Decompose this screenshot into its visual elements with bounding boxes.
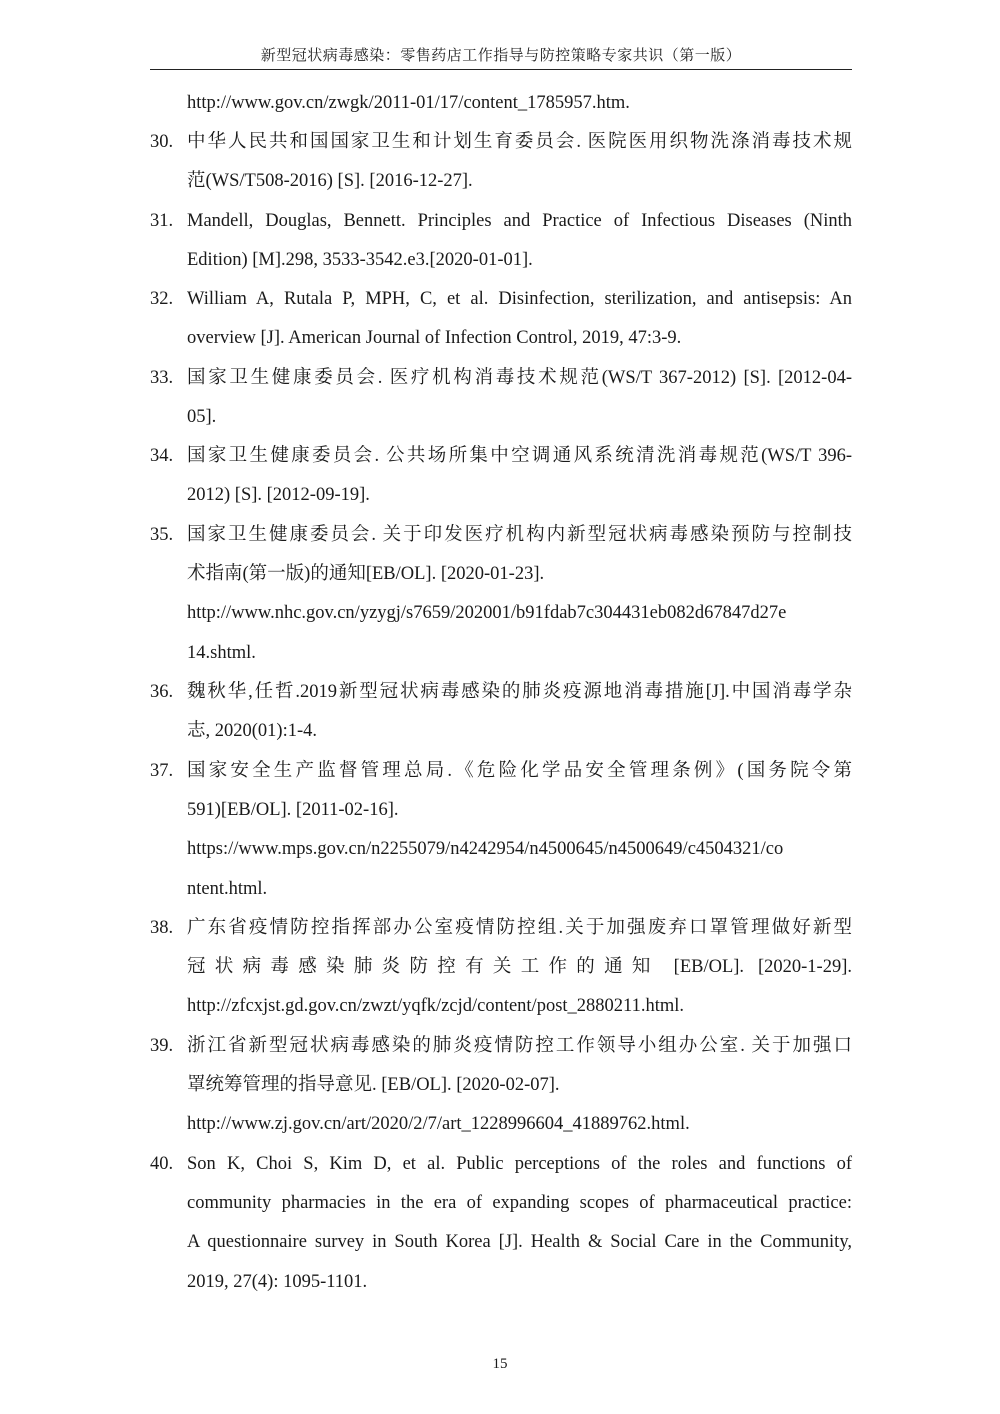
reference-line: A questionnaire survey in South Korea [J]. Health & Social Care in the Community,	[187, 1232, 852, 1252]
reference-number: 33.	[150, 368, 174, 388]
reference-line: 广东省疫情防控指挥部办公室疫情防控组.关于加强废弃口罩管理做好新型	[187, 918, 852, 938]
reference-number: 37.	[150, 761, 174, 781]
reference-number: 32.	[150, 289, 174, 309]
reference-line: 2012) [S]. [2012-09-19].	[187, 485, 370, 505]
reference-line: 冠状病毒感染肺炎防控有关工作的通知 [EB/OL]. [2020-1-29].	[187, 957, 852, 977]
reference-number: 34.	[150, 446, 174, 466]
reference-url: https://www.mps.gov.cn/n2255079/n4242954/n4500645/n4500649/c4504321/co	[187, 839, 784, 859]
reference-line: Son K, Choi S, Kim D, et al. Public perceptions of the roles and functions of	[187, 1154, 852, 1174]
reference-line: 志, 2020(01):1-4.	[187, 721, 317, 741]
reference-line: 国家卫生健康委员会. 公共场所集中空调通风系统清洗消毒规范(WS/T 396-	[187, 446, 852, 466]
reference-line: 罩统筹管理的指导意见. [EB/OL]. [2020-02-07].	[187, 1075, 560, 1095]
reference-line: 国家卫生健康委员会. 关于印发医疗机构内新型冠状病毒感染预防与控制技	[187, 525, 852, 545]
reference-number: 36.	[150, 682, 174, 702]
reference-line: 魏秋华,任哲.2019新型冠状病毒感染的肺炎疫源地消毒措施[J].中国消毒学杂	[187, 682, 852, 702]
page-number: 15	[492, 1356, 508, 1372]
header-divider	[150, 69, 852, 70]
reference-line: 浙江省新型冠状病毒感染的肺炎疫情防控工作领导小组办公室. 关于加强口	[187, 1036, 852, 1056]
reference-number: 35.	[150, 525, 174, 545]
reference-line: 中华人民共和国国家卫生和计划生育委员会. 医院医用织物洗涤消毒技术规	[187, 132, 852, 152]
reference-line: 国家卫生健康委员会. 医疗机构消毒技术规范(WS/T 367-2012) [S]. [2012-04-	[187, 368, 852, 388]
reference-url: 14.shtml.	[187, 643, 256, 663]
reference-line: 2019, 27(4): 1095-1101.	[187, 1272, 368, 1292]
reference-url: ntent.html.	[187, 879, 268, 899]
reference-url: http://www.zj.gov.cn/art/2020/2/7/art_1228996604_41889762.html.	[187, 1114, 690, 1134]
reference-line: 国家安全生产监督管理总局.《危险化学品安全管理条例》(国务院令第	[187, 761, 852, 781]
reference-number: 40.	[150, 1154, 174, 1174]
reference-line: community pharmacies in the era of expanding scopes of pharmaceutical practice:	[187, 1193, 852, 1213]
reference-line: overview [J]. American Journal of Infection Control, 2019, 47:3-9.	[187, 328, 682, 348]
reference-line: 范(WS/T508-2016) [S]. [2016-12-27].	[187, 171, 473, 191]
page-header: 新型冠状病毒感染：零售药店工作指导与防控策略专家共识（第一版）	[260, 46, 742, 64]
reference-line: 591)[EB/OL]. [2011-02-16].	[187, 800, 399, 820]
reference-url: http://www.nhc.gov.cn/yzygj/s7659/202001/b91fdab7c304431eb082d67847d27e	[187, 603, 787, 623]
reference-line: William A, Rutala P, MPH, C, et al. Disinfection, sterilization, and antisepsis: An	[187, 289, 852, 309]
reference-number: 39.	[150, 1036, 174, 1056]
reference-number: 31.	[150, 211, 174, 231]
reference-line: http://www.gov.cn/zwgk/2011-01/17/content_1785957.htm.	[187, 93, 630, 113]
reference-number: 38.	[150, 918, 174, 938]
reference-line: Mandell, Douglas, Bennett. Principles and Practice of Infectious Diseases (Ninth	[187, 211, 852, 231]
reference-line: 术指南(第一版)的通知[EB/OL]. [2020-01-23].	[187, 564, 545, 584]
reference-number: 30.	[150, 132, 174, 152]
reference-line: 05].	[187, 407, 217, 427]
reference-line: Edition) [M].298, 3533-3542.e3.[2020-01-01].	[187, 250, 533, 270]
reference-url: http://zfcxjst.gd.gov.cn/zwzt/yqfk/zcjd/content/post_2880211.html.	[187, 996, 685, 1016]
